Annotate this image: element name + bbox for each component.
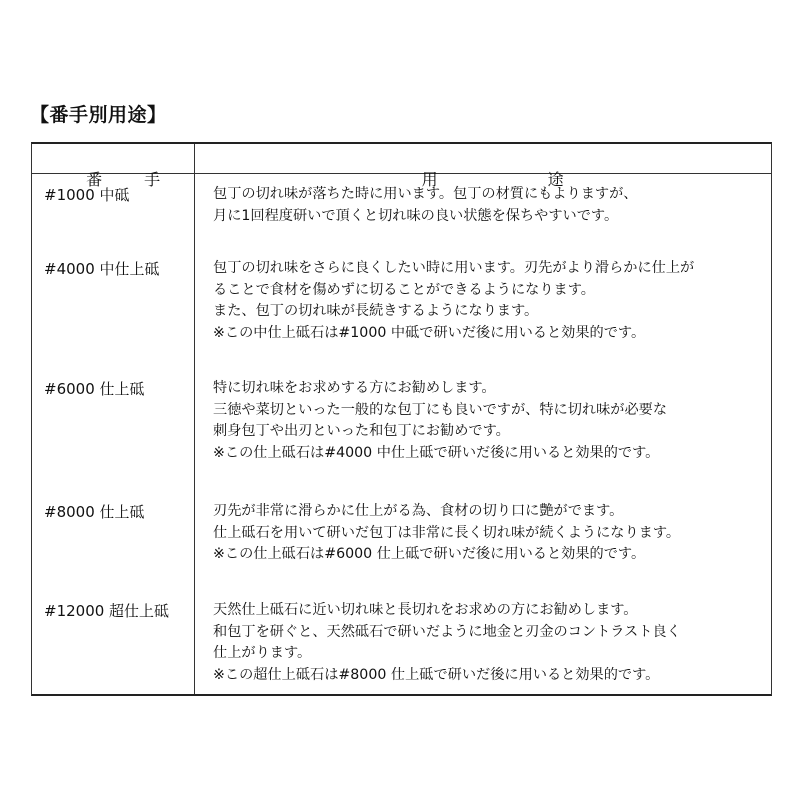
header-grade-char-1: 番: [86, 170, 103, 189]
description-line: 三徳や菜切といった一般的な包丁にも良いですが、特に切れ味が必要な: [213, 401, 668, 418]
description-line: ※この仕上砥石は#6000 仕上砥で研いだ後に用いると効果的です。: [213, 546, 646, 562]
usage-table: [31, 142, 772, 696]
usage-description: [213, 501, 769, 566]
description-line: 包丁の切れ味が落ちた時に用います。包丁の材質にもよりますが、: [213, 186, 638, 202]
usage-description: [213, 378, 769, 464]
description-line: また、包丁の切れ味が長続きするようになります。: [213, 303, 539, 319]
description-line: 仕上がります。: [213, 645, 312, 661]
description-line: 刃先が非常に滑らかに仕上がる為、食材の切り口に艶がでます。: [213, 503, 624, 519]
grade-label: #8000 仕上砥: [44, 503, 145, 521]
usage-description: [213, 258, 769, 344]
header-grade-char-2: 手: [144, 170, 161, 189]
description-line: ることで食材を傷めずに切ることができるようになります。: [213, 281, 595, 298]
usage-description: [213, 184, 769, 227]
column-divider: [194, 144, 195, 694]
grade-label: #4000 中仕上砥: [44, 260, 160, 278]
grade-label: #12000 超仕上砥: [44, 602, 170, 620]
description-line: 刺身包丁や出刃といった和包丁にお勧めです。: [213, 423, 510, 439]
grade-label: #6000 仕上砥: [44, 380, 145, 398]
description-line: ※この中仕上砥石は#1000 中砥で研いだ後に用いると効果的です。: [213, 324, 646, 341]
page-title: 【番手別用途】: [30, 104, 167, 126]
header-use-char-1: 用: [421, 170, 438, 189]
header-use-char-2: 途: [547, 170, 564, 189]
description-line: 天然仕上砥石に近い切れ味と長切れをお求めの方にお勧めします。: [213, 602, 638, 618]
description-line: 和包丁を研ぐと、天然砥石で研いだように地金と刃金のコントラスト良く: [213, 623, 681, 640]
description-line: ※この仕上砥石は#4000 中仕上砥で研いだ後に用いると効果的です。: [213, 444, 660, 461]
description-line: 月に1回程度研いで頂くと切れ味の良い状態を保ちやすいです。: [213, 207, 619, 224]
description-line: ※この超仕上砥石は#8000 仕上砥で研いだ後に用いると効果的です。: [213, 666, 660, 683]
grade-label: #1000 中砥: [44, 186, 130, 204]
description-line: 包丁の切れ味をさらに良くしたい時に用います。刃先がより滑らかに仕上が: [213, 260, 695, 276]
usage-description: [213, 600, 769, 686]
description-line: 特に切れ味をお求めする方にお勧めします。: [213, 380, 496, 396]
description-line: 仕上砥石を用いて研いだ包丁は非常に長く切れ味が続くようになります。: [213, 524, 681, 541]
